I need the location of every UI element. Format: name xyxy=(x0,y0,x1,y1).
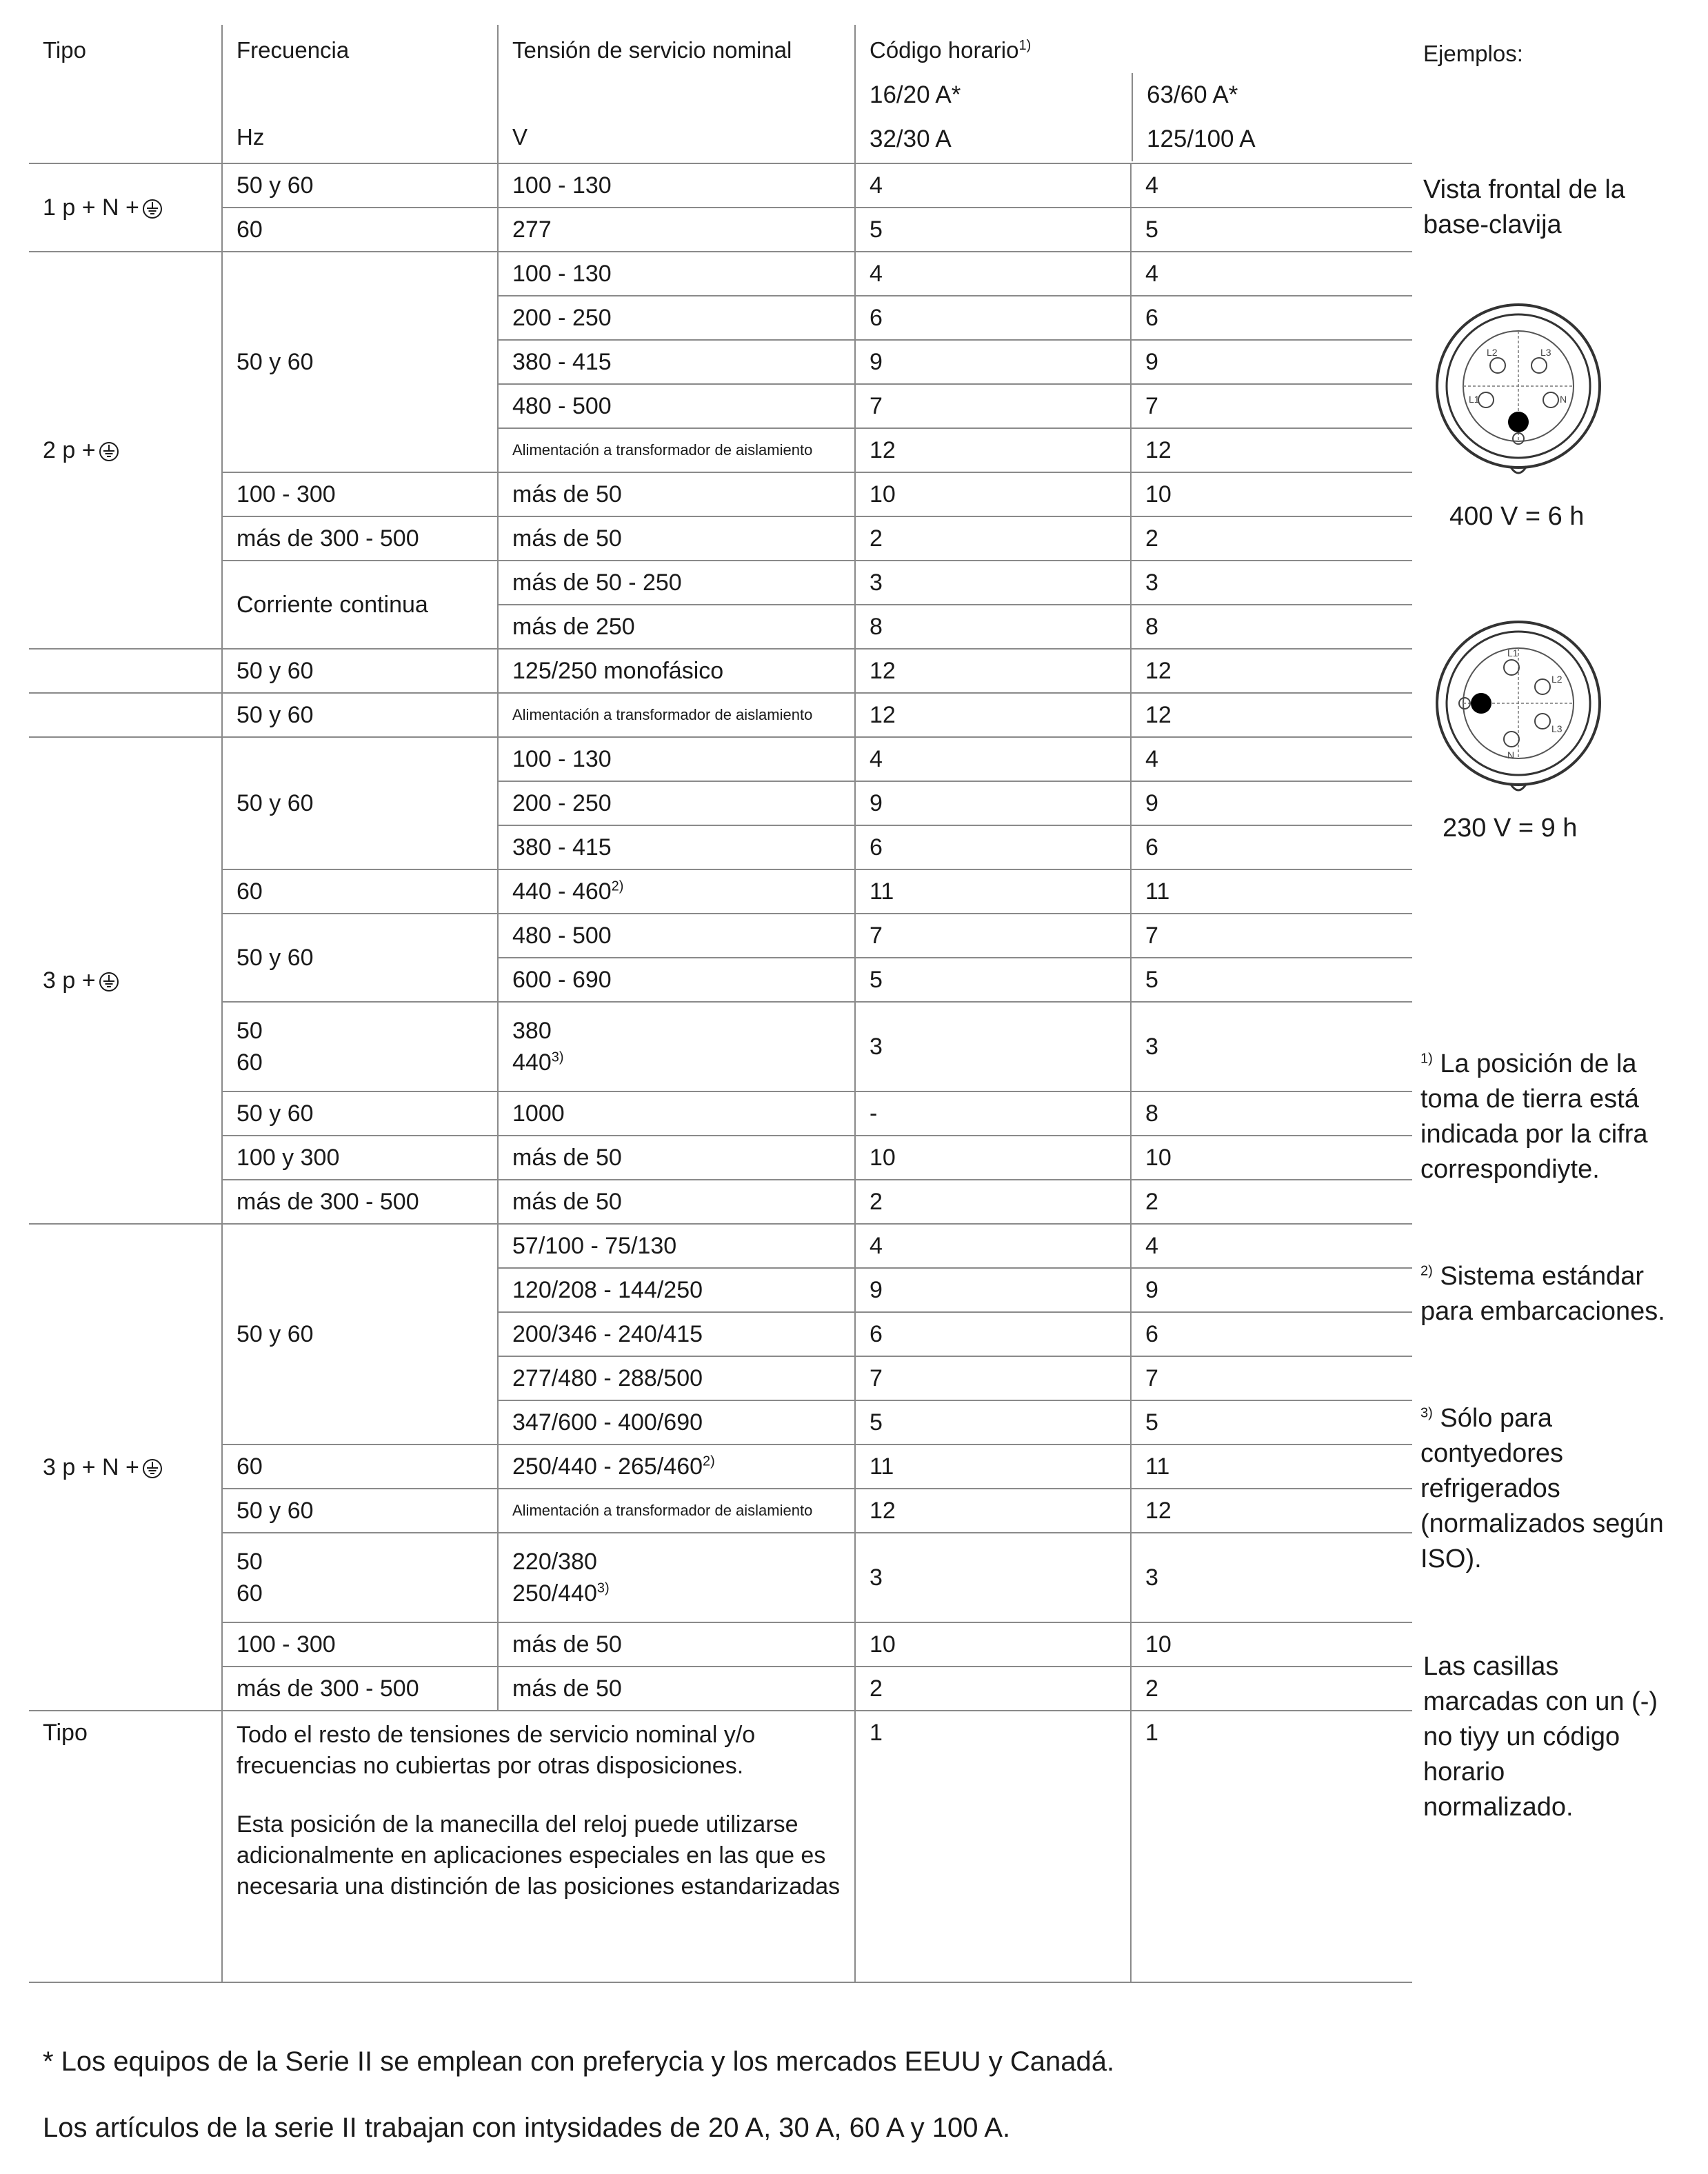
diagram-9h-caption: 230 V = 9 h xyxy=(1443,814,1578,843)
header-codigo-cols xyxy=(856,73,1412,161)
code-b-cell: 7 xyxy=(1131,914,1412,958)
code-b-cell: 10 xyxy=(1131,1136,1412,1180)
voltage-line: 220/380 xyxy=(512,1549,597,1575)
voltage-cell: más de 50 xyxy=(498,1136,855,1180)
header-codigo-text: Código horario xyxy=(870,37,1019,63)
voltage-cell: más de 250 xyxy=(498,605,855,649)
voltage-line xyxy=(512,1578,854,1609)
code-b-cell: 9 xyxy=(1131,1268,1412,1312)
table-row xyxy=(29,693,1412,737)
code-a-cell: 4 xyxy=(855,737,1131,781)
code-b-cell: 4 xyxy=(1131,1224,1412,1268)
table-row xyxy=(29,1180,1412,1224)
note-2 xyxy=(1420,1259,1676,1329)
voltage-cell: 600 - 690 xyxy=(498,958,855,1002)
freq-cell: 100 - 300 xyxy=(222,1622,498,1667)
type-label: 1 p + N + xyxy=(43,194,139,221)
voltage-cell: 347/600 - 400/690 xyxy=(498,1400,855,1445)
voltage-text: 440 xyxy=(512,1049,552,1076)
code-a-cell: 7 xyxy=(855,914,1131,958)
note-1 xyxy=(1420,1047,1676,1187)
type-cell xyxy=(29,737,222,1224)
table-row xyxy=(29,1667,1412,1711)
code-b-cell: 3 xyxy=(1131,1002,1412,1091)
earth-symbol-icon xyxy=(99,972,119,992)
code-b-cell: 8 xyxy=(1131,1091,1412,1136)
voltage-line xyxy=(512,1047,854,1078)
earth-symbol-icon xyxy=(99,441,119,462)
code-b-cell: 4 xyxy=(1131,163,1412,208)
code-b-cell: 4 xyxy=(1131,737,1412,781)
code-a-cell: 9 xyxy=(855,340,1131,384)
header-col-a-line1: 16/20 A* xyxy=(870,81,961,108)
table-row xyxy=(29,1622,1412,1667)
code-a-cell: 4 xyxy=(855,252,1131,296)
freq-cell: 100 y 300 xyxy=(222,1136,498,1180)
table-row xyxy=(29,1489,1412,1533)
code-a-cell: 10 xyxy=(855,1136,1131,1180)
voltage-cell xyxy=(498,1002,855,1091)
freq-cell: 100 - 300 xyxy=(222,472,498,516)
voltage-cell: más de 50 xyxy=(498,1667,855,1711)
code-a-cell: 2 xyxy=(855,516,1131,561)
freq-cell: 50 y 60 xyxy=(222,1224,498,1445)
code-a-cell: 5 xyxy=(855,208,1131,252)
note-mark: 2) xyxy=(1420,1263,1433,1279)
voltage-cell: Alimentación a transformador de aislamiento xyxy=(498,1489,855,1533)
freq-cell: 50 y 60 xyxy=(222,649,498,693)
socket-diagram-9h xyxy=(1429,621,1608,800)
freq-cell: 60 xyxy=(222,1445,498,1489)
diagram-6h-caption: 400 V = 6 h xyxy=(1449,502,1585,531)
voltage-cell: 480 - 500 xyxy=(498,384,855,428)
header-codigo xyxy=(855,25,1412,163)
table-row xyxy=(29,737,1412,781)
code-a-cell: 12 xyxy=(855,693,1131,737)
general-description-cell xyxy=(222,1711,855,1982)
voltage-cell: más de 50 xyxy=(498,1622,855,1667)
header-tipo: Tipo xyxy=(43,37,86,63)
note-text: La posición de la toma de tierra está indicada por la cifra correspondiyte. xyxy=(1420,1049,1648,1184)
header-tension-label: Tensión de servicio nominal xyxy=(512,37,792,63)
code-b-cell: 12 xyxy=(1131,1489,1412,1533)
general-text-2: Esta posición de la manecilla del reloj puede utilizarse adicionalmente en aplicaciones especiales en las que es necesaria una distinción de las posiciones estandarizadas xyxy=(237,1811,841,1900)
code-b-cell: 6 xyxy=(1131,296,1412,340)
freq-line: 60 xyxy=(237,1580,263,1607)
spacer xyxy=(237,1782,854,1809)
code-a-cell: 11 xyxy=(855,1445,1131,1489)
code-b-cell: 6 xyxy=(1131,825,1412,869)
table-row xyxy=(29,208,1412,252)
code-a-cell: 8 xyxy=(855,605,1131,649)
note-3 xyxy=(1420,1401,1676,1577)
freq-cell: 60 xyxy=(222,208,498,252)
voltage-cell: 200 - 250 xyxy=(498,296,855,340)
freq-cell: 50 y 60 xyxy=(222,914,498,1002)
code-b-cell: 2 xyxy=(1131,1667,1412,1711)
code-b-cell: 1 xyxy=(1131,1711,1412,1982)
code-b-cell: 4 xyxy=(1131,252,1412,296)
code-b-cell: 2 xyxy=(1131,1180,1412,1224)
table-row xyxy=(29,1445,1412,1489)
voltage-cell: 380 - 415 xyxy=(498,340,855,384)
type-cell xyxy=(29,163,222,252)
note-4: Las casillas marcadas con un (-) no tiyy un código horario normalizado. xyxy=(1423,1652,1658,1822)
freq-cell xyxy=(222,1533,498,1622)
code-a-cell: 7 xyxy=(855,1356,1131,1400)
code-a-cell: 11 xyxy=(855,869,1131,914)
header-col-a xyxy=(856,73,1133,161)
freq-cell: 50 y 60 xyxy=(222,737,498,869)
code-a-cell: 3 xyxy=(855,1533,1131,1622)
code-b-cell: 5 xyxy=(1131,208,1412,252)
table-row xyxy=(29,1091,1412,1136)
code-a-cell: 4 xyxy=(855,163,1131,208)
type-label: 2 p + xyxy=(43,436,96,463)
code-a-cell: 5 xyxy=(855,958,1131,1002)
voltage-cell: más de 50 - 250 xyxy=(498,561,855,605)
note-text: Sistema estándar para embarcaciones. xyxy=(1420,1262,1665,1326)
code-b-cell: 7 xyxy=(1131,1356,1412,1400)
voltage-cell: 277/480 - 288/500 xyxy=(498,1356,855,1400)
table-row xyxy=(29,561,1412,605)
code-b-cell: 10 xyxy=(1131,1622,1412,1667)
footnote-1: * Los equipos de la Serie II se emplean con preferycia y los mercados EEUU y Canadá. xyxy=(43,2046,1115,2077)
table-row xyxy=(29,163,1412,208)
voltage-cell: más de 50 xyxy=(498,516,855,561)
table-row xyxy=(29,1136,1412,1180)
freq-cell: 60 xyxy=(222,869,498,914)
code-a-cell: 9 xyxy=(855,781,1131,825)
code-a-cell: 3 xyxy=(855,561,1131,605)
code-b-cell: 9 xyxy=(1131,340,1412,384)
freq-cell: más de 300 - 500 xyxy=(222,1667,498,1711)
voltage-cell: 100 - 130 xyxy=(498,252,855,296)
type-label: 3 p + xyxy=(43,967,96,994)
code-b-cell: 3 xyxy=(1131,1533,1412,1622)
freq-cell: 50 y 60 xyxy=(222,1091,498,1136)
code-a-cell: 7 xyxy=(855,384,1131,428)
code-a-cell: 5 xyxy=(855,1400,1131,1445)
table-row xyxy=(29,1224,1412,1268)
code-a-cell: 1 xyxy=(855,1711,1131,1982)
header-col-b xyxy=(1133,73,1256,161)
footnote-ref: 3) xyxy=(551,1049,564,1065)
earth-symbol-icon xyxy=(142,199,163,219)
header-tension xyxy=(498,25,855,163)
type-cell-empty xyxy=(29,693,222,737)
voltage-cell: 120/208 - 144/250 xyxy=(498,1268,855,1312)
voltage-text: 250/440 xyxy=(512,1580,597,1607)
voltage-cell: Alimentación a transformador de aislamiento xyxy=(498,428,855,472)
header-col-b-line2: 125/100 A xyxy=(1147,125,1256,152)
table-row xyxy=(29,252,1412,296)
examples-heading: Ejemplos: xyxy=(1423,41,1523,66)
table-row xyxy=(29,1002,1412,1091)
freq-cell: 50 y 60 xyxy=(222,1489,498,1533)
freq-cell xyxy=(222,1002,498,1091)
voltage-text: 250/440 - 265/460 xyxy=(512,1453,703,1480)
voltage-cell xyxy=(498,1445,855,1489)
code-b-cell: 9 xyxy=(1131,781,1412,825)
pin-label: L2 xyxy=(1551,674,1563,685)
voltage-cell: 100 - 130 xyxy=(498,737,855,781)
voltage-cell: 1000 xyxy=(498,1091,855,1136)
table-row xyxy=(29,1533,1412,1622)
time-code-table xyxy=(29,25,1412,1983)
note-mark: 1) xyxy=(1420,1051,1433,1067)
freq-cell: más de 300 - 500 xyxy=(222,516,498,561)
voltage-cell: 380 - 415 xyxy=(498,825,855,869)
pin-label: N xyxy=(1560,394,1567,405)
header-codigo-note: 1) xyxy=(1018,38,1032,53)
freq-cell: más de 300 - 500 xyxy=(222,1180,498,1224)
table-row xyxy=(29,914,1412,958)
code-a-cell: 2 xyxy=(855,1180,1131,1224)
voltage-text: 440 - 460 xyxy=(512,878,612,905)
table-row xyxy=(29,516,1412,561)
code-a-cell: 2 xyxy=(855,1667,1131,1711)
code-a-cell: 6 xyxy=(855,296,1131,340)
pin-label: L2 xyxy=(1487,347,1498,358)
type-cell xyxy=(29,252,222,649)
code-a-cell: 9 xyxy=(855,1268,1131,1312)
voltage-cell: Alimentación a transformador de aislamiento xyxy=(498,693,855,737)
header-frecuencia xyxy=(222,25,498,163)
code-b-cell: 12 xyxy=(1131,428,1412,472)
earth-symbol-icon xyxy=(142,1458,163,1479)
voltage-cell xyxy=(498,869,855,914)
code-b-cell: 7 xyxy=(1131,384,1412,428)
code-a-cell: 12 xyxy=(855,1489,1131,1533)
freq-cell: Corriente continua xyxy=(222,561,498,649)
type-cell-empty xyxy=(29,649,222,693)
note-text: Sólo para contyedores refrigerados (normalizados según ISO). xyxy=(1420,1404,1664,1573)
code-a-cell: 12 xyxy=(855,428,1131,472)
code-b-cell: 10 xyxy=(1131,472,1412,516)
code-b-cell: 8 xyxy=(1131,605,1412,649)
freq-line: 60 xyxy=(237,1049,263,1076)
code-a-cell: 3 xyxy=(855,1002,1131,1091)
code-a-cell: 4 xyxy=(855,1224,1131,1268)
pin-label: L3 xyxy=(1540,347,1551,358)
code-b-cell: 11 xyxy=(1131,1445,1412,1489)
socket-diagram-6h xyxy=(1429,303,1608,483)
footnote-ref: 2) xyxy=(611,878,624,894)
general-text-1: Todo el resto de tensiones de servicio nominal y/o frecuencias no cubiertas por otras disposiciones. xyxy=(237,1722,756,1779)
freq-line: 50 xyxy=(237,1549,263,1575)
code-a-cell: 10 xyxy=(855,1622,1131,1667)
code-b-cell: 11 xyxy=(1131,869,1412,914)
freq-line: 50 xyxy=(237,1018,263,1044)
voltage-cell: 125/250 monofásico xyxy=(498,649,855,693)
pin-label: L1 xyxy=(1507,647,1518,658)
pin-label: L1 xyxy=(1469,394,1480,405)
table-row-general xyxy=(29,1711,1412,1982)
voltage-cell: 57/100 - 75/130 xyxy=(498,1224,855,1268)
voltage-line: 380 xyxy=(512,1018,552,1044)
pin-label: N xyxy=(1507,749,1515,761)
freq-cell: 50 y 60 xyxy=(222,163,498,208)
table-header-row xyxy=(29,25,1412,163)
code-b-cell: 12 xyxy=(1131,649,1412,693)
code-a-cell: - xyxy=(855,1091,1131,1136)
voltage-cell: 100 - 130 xyxy=(498,163,855,208)
voltage-cell xyxy=(498,1533,855,1622)
code-b-cell: 2 xyxy=(1131,516,1412,561)
code-b-cell: 5 xyxy=(1131,958,1412,1002)
header-col-b-line1: 63/60 A* xyxy=(1147,81,1238,108)
header-col-a-line2: 32/30 A xyxy=(870,125,952,152)
type-cell: Tipo xyxy=(29,1711,222,1982)
voltage-cell: más de 50 xyxy=(498,472,855,516)
code-a-cell: 12 xyxy=(855,649,1131,693)
voltage-cell: más de 50 xyxy=(498,1180,855,1224)
code-b-cell: 12 xyxy=(1131,693,1412,737)
freq-cell: 50 y 60 xyxy=(222,252,498,472)
header-frecuencia-label: Frecuencia xyxy=(237,37,350,63)
header-v: V xyxy=(512,124,528,150)
code-a-cell: 6 xyxy=(855,825,1131,869)
code-b-cell: 5 xyxy=(1131,1400,1412,1445)
code-b-cell: 3 xyxy=(1131,561,1412,605)
freq-cell: 50 y 60 xyxy=(222,693,498,737)
code-a-cell: 6 xyxy=(855,1312,1131,1356)
table-row xyxy=(29,472,1412,516)
voltage-cell: 480 - 500 xyxy=(498,914,855,958)
voltage-cell: 277 xyxy=(498,208,855,252)
voltage-cell: 200/346 - 240/415 xyxy=(498,1312,855,1356)
table-row xyxy=(29,649,1412,693)
front-view-caption: Vista frontal de la base-clavija xyxy=(1423,175,1625,239)
type-label: 3 p + N + xyxy=(43,1453,139,1480)
footnote-ref: 3) xyxy=(596,1580,610,1596)
header-hz: Hz xyxy=(237,124,265,150)
voltage-cell: 200 - 250 xyxy=(498,781,855,825)
header-codigo-label xyxy=(856,37,1412,63)
note-mark: 3) xyxy=(1420,1405,1433,1421)
pin-label: L3 xyxy=(1551,723,1563,734)
type-cell xyxy=(29,1224,222,1711)
table-row xyxy=(29,869,1412,914)
code-b-cell: 6 xyxy=(1131,1312,1412,1356)
footnote-2: Los artículos de la serie II trabajan con intysidades de 20 A, 30 A, 60 A y 100 A. xyxy=(43,2113,1011,2143)
code-a-cell: 10 xyxy=(855,472,1131,516)
footnote-ref: 2) xyxy=(703,1453,715,1469)
